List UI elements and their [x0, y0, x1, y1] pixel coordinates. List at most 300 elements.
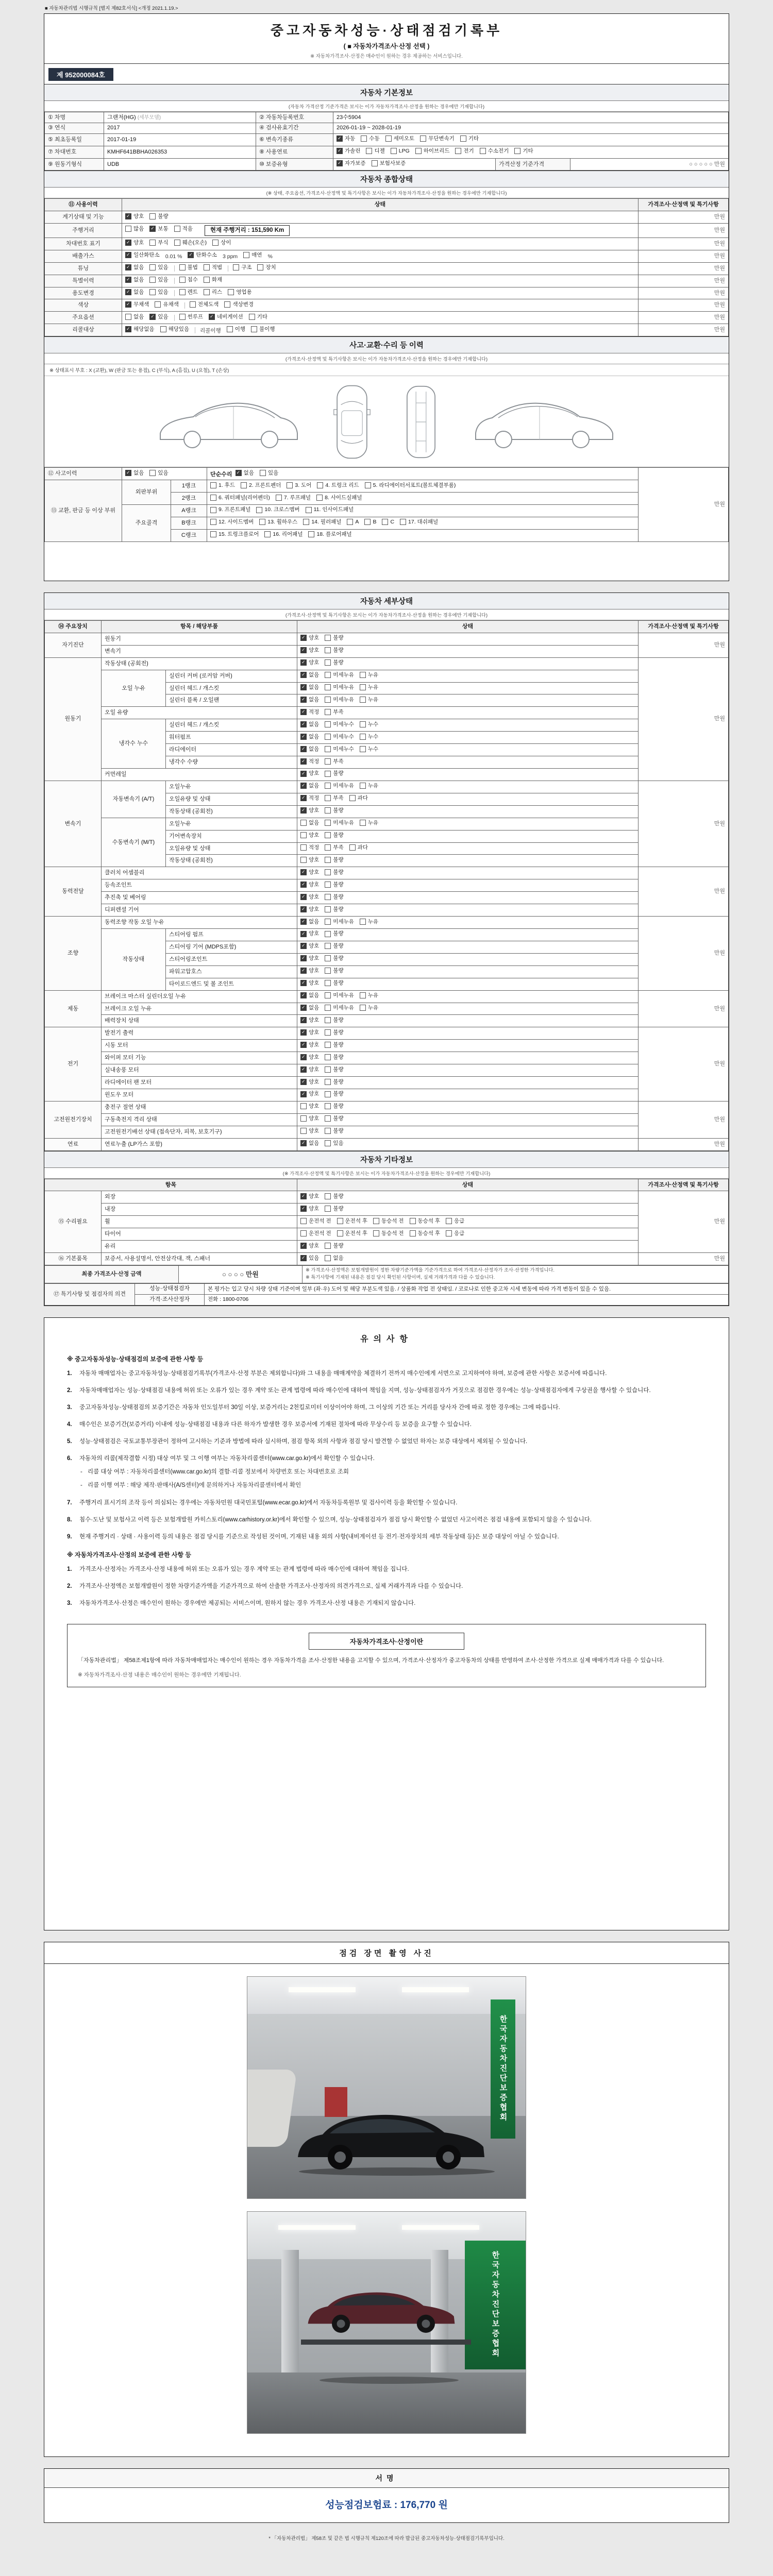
item-label: 윈도우 모터: [102, 1089, 297, 1101]
table-row: [45, 719, 729, 732]
checkbox-icon: [325, 919, 331, 925]
price-cell: 만원: [638, 262, 729, 275]
table-row: [45, 158, 729, 171]
checkbox-option: [300, 1217, 331, 1225]
checkbox-option: [149, 213, 168, 220]
item-label: 스티어링 펌프: [166, 928, 297, 941]
option-label: 있음: [158, 469, 169, 476]
table-row: [45, 1253, 729, 1265]
notices-subtitle-1: ※ 중고자동차성능·상태점검의 보증에 관한 사항 등: [67, 1355, 204, 1363]
checkbox-icon: [300, 1103, 307, 1109]
option-label: 불량: [333, 1242, 344, 1249]
notice-text: 현재 주행거리 · 상태 · 사용이력 등의 내용은 점검 당시를 기준으로 작성된 것이며, 기재된 내용 외의 사항(내비게이션 등 전기·전자장치의 세부 작동상태 등)은 보증 대상이 아닐 수 있습니다.: [79, 1533, 559, 1540]
price-cell: 만원: [638, 211, 729, 224]
notice-item: [67, 1402, 706, 1413]
item-label: 연료누출 (LP가스 포함): [102, 1138, 297, 1150]
item-label: 와이퍼 모터 기능: [102, 1052, 297, 1064]
option-label: 5. 라디에이터서포트(볼트체결부품): [373, 482, 456, 488]
form-reference-note: ■ 자동차관리법 시행규칙 [별지 제82호서식] <개정 2021.1.19.>: [45, 6, 178, 11]
option-label: 양호: [309, 1041, 320, 1048]
checkbox-icon: [308, 531, 314, 537]
status-cell: [297, 855, 638, 867]
option-label: 매연: [251, 252, 262, 259]
checkbox-icon: [204, 264, 210, 270]
checkbox-checked-icon: [300, 734, 307, 740]
checkbox-checked-icon: [149, 226, 156, 232]
row-label: 배출가스: [45, 250, 122, 262]
item-label: 실린더 헤드 / 개스킷: [166, 719, 297, 732]
checkbox-checked-icon: [188, 252, 194, 258]
checkbox-checked-icon: [300, 894, 307, 900]
option-label: 많음: [133, 225, 144, 232]
price-cell: 만원: [638, 633, 729, 657]
report-detail-box: [44, 592, 729, 1306]
checkbox-icon: [325, 844, 331, 851]
item-label: 시동 모터: [102, 1040, 297, 1052]
checkbox-checked-icon: [125, 252, 131, 258]
item-label: 변속기: [102, 645, 297, 657]
row-label: 주행거리: [45, 224, 122, 238]
checkbox-icon: [257, 264, 263, 270]
checkbox-option: [325, 1140, 343, 1147]
checkbox-icon: [360, 746, 366, 752]
notice-text: 자동차의 리콜(제작결함 시정) 대상 여부 및 그 이행 여부는 자동차리콜센터(www.car.go.kr)에서 확인할 수 있습니다.: [79, 1455, 375, 1462]
special-remarks-table: [44, 1283, 729, 1306]
checkbox-icon: [325, 672, 331, 678]
checkbox-option: [325, 1193, 343, 1200]
option-label: 6. 쿼터패널(리어펜더): [219, 494, 270, 501]
checkbox-icon: [325, 882, 331, 888]
checkbox-icon: [325, 684, 331, 690]
notice-number: 4.: [67, 1421, 72, 1428]
checkbox-option: [360, 696, 378, 703]
checkbox-option: [300, 708, 319, 716]
checkbox-icon: [325, 992, 331, 998]
status-cell: [297, 1138, 638, 1150]
checkbox-checked-icon: [125, 289, 131, 295]
status-cell: [297, 805, 638, 818]
checkbox-option: [300, 819, 319, 826]
group-label: 연료: [45, 1138, 102, 1150]
item-label: 휠: [102, 1216, 297, 1228]
option-label: 부족: [333, 795, 344, 802]
checkbox-option: [360, 992, 378, 999]
group-label: 제동: [45, 990, 102, 1027]
checkbox-option: [325, 856, 343, 863]
option-label: 렌트: [187, 289, 198, 295]
checkbox-option: [325, 733, 354, 740]
option-label: 17. 대쉬패널: [408, 519, 439, 526]
signature-box: [44, 2468, 729, 2523]
checkbox-option: [300, 1230, 331, 1237]
checkbox-option: [155, 301, 178, 308]
checkbox-icon: [391, 148, 397, 154]
checkbox-checked-icon: [300, 1005, 307, 1011]
option-label: 있음: [309, 1255, 320, 1261]
checkbox-icon: [325, 1243, 331, 1249]
status-cell: [297, 1228, 638, 1241]
checkbox-option: [360, 684, 378, 691]
checkbox-option: [325, 930, 343, 937]
table-row: [45, 1265, 729, 1283]
row-label: 차대번호 표기: [45, 238, 122, 250]
item-label: 스티어링 기어 (MDPS포함): [166, 941, 297, 953]
checkbox-option: [300, 1103, 319, 1110]
notice-text: 매수인은 보증기간(보증거리) 이내에 성능·상태점검 내용과 다른 하자가 발생한 경우 보증서에 기재된 절차에 따라 무상수리 등 보증을 요구할 수 있습니다.: [79, 1421, 472, 1428]
price-cell: 만원: [638, 781, 729, 867]
column-header: 상태: [122, 199, 638, 211]
checkbox-icon: [365, 482, 371, 488]
option-label: 영업용: [236, 289, 252, 295]
warranty-checkboxes: [333, 158, 496, 171]
option-label: 불량: [333, 1091, 344, 1097]
option-label: 적정: [309, 795, 320, 802]
checkbox-icon: [325, 709, 331, 715]
status-cell: [297, 1126, 638, 1138]
option-label: 가솔린: [345, 148, 361, 155]
checkbox-icon: [325, 955, 331, 961]
checkbox-icon: [160, 326, 166, 332]
table-row: [45, 1216, 729, 1228]
item-label: 구동축전지 격리 상태: [102, 1113, 297, 1126]
status-cell: [297, 1040, 638, 1052]
option-label: 불량: [333, 1103, 344, 1110]
option-label: 탄화수소: [196, 252, 217, 259]
checkbox-checked-icon: [300, 758, 307, 765]
item-label: 라디에이터 팬 모터: [102, 1077, 297, 1089]
checkbox-checked-icon: [300, 1243, 307, 1249]
option-label: 불법: [187, 264, 198, 271]
option-label: 누수: [367, 745, 379, 752]
option-label: 불량: [333, 1078, 344, 1085]
checkbox-icon: [300, 1115, 307, 1122]
checkbox-icon: [149, 213, 156, 219]
checkbox-icon: [460, 135, 466, 142]
checkbox-icon: [337, 1218, 343, 1224]
photo-ceiling: [247, 1977, 526, 2014]
checkbox-option: [325, 1016, 343, 1024]
checkbox-option: [287, 482, 311, 489]
option-label: 없음: [133, 313, 144, 320]
notice-item: [67, 1564, 706, 1574]
checkbox-icon: [303, 519, 309, 525]
status-cell: [122, 250, 638, 262]
checkbox-icon: [317, 482, 323, 488]
checkbox-icon: [179, 289, 186, 295]
price-cell: 만원: [638, 468, 729, 542]
checkbox-option: [125, 251, 160, 259]
option-label: 없음: [309, 992, 320, 999]
checkbox-icon: [210, 519, 216, 525]
checkbox-checked-icon: [300, 1066, 307, 1073]
checkbox-option: [300, 1078, 319, 1086]
checkbox-option: [460, 135, 479, 142]
inspector-role-label: 성능·상태점검자: [135, 1283, 205, 1294]
table-row: [45, 1027, 729, 1040]
item-label: 타이어: [102, 1228, 297, 1241]
checkbox-icon: [300, 1218, 307, 1224]
checkbox-option: [325, 1054, 343, 1061]
checkbox-icon: [360, 820, 366, 826]
checkbox-icon: [325, 906, 331, 912]
checkbox-icon: [373, 1218, 379, 1224]
status-cell: [122, 312, 638, 324]
column-header: 상태: [297, 621, 638, 633]
checkbox-option: [337, 1217, 368, 1225]
checkbox-icon: [325, 721, 331, 727]
option-label: 일산화탄소: [133, 252, 160, 259]
checkbox-icon: [210, 531, 216, 537]
status-cell: [122, 287, 638, 299]
notice-number: -: [80, 1482, 82, 1489]
status-cell: [297, 1089, 638, 1101]
table-row: [45, 262, 729, 275]
checkbox-checked-icon: [300, 647, 307, 653]
column-header: 가격조사·산정액 및 특기사항: [638, 199, 729, 211]
item-label: 내장: [102, 1204, 297, 1216]
checkbox-checked-icon: [125, 470, 131, 476]
definition-box-note: ※ 자동차가격조사·산정 내용은 매수인이 원하는 경우에만 기재됩니다.: [78, 1671, 241, 1678]
checkbox-option: [300, 856, 319, 863]
checkbox-checked-icon: [300, 882, 307, 888]
checkbox-option: [300, 881, 319, 888]
vehicle-name-value: 그랜저(HG) (세부모델): [104, 112, 256, 123]
checkbox-option: [179, 313, 203, 320]
option-label: 누수: [367, 721, 379, 727]
field-label: ⑥ 변속기종류: [256, 133, 333, 146]
car-damage-diagrams: [44, 376, 729, 467]
checkbox-icon: [325, 869, 331, 875]
checkbox-icon: [325, 1140, 331, 1146]
checkbox-option: [325, 1066, 343, 1073]
checkbox-checked-icon: [300, 635, 307, 641]
car-side-view-right-diagram: [467, 386, 622, 458]
option-label: 15. 트렁크플로어: [219, 531, 259, 538]
checkbox-icon: [325, 968, 331, 974]
notice-number: 6.: [67, 1455, 72, 1462]
option-label: 리스: [211, 289, 223, 295]
checkbox-icon: [325, 783, 331, 789]
simple-repair-checkboxes: [236, 471, 284, 478]
option-label: 없음: [133, 264, 144, 271]
inspector-opinion-text: 본 평가는 입고 당시 차량 상태 기준이며 일부 (좌·우) 도어 및 해당 부분도색 있음. / 상품화 작업 전 상태임. / 코로나로 인한 중고차 시세 변동에 따라 가격 변동이 있을 수 있음.: [205, 1283, 729, 1294]
option-label: 불량: [333, 659, 344, 666]
price-cell: 만원: [638, 299, 729, 312]
item-label: 유리: [102, 1241, 297, 1253]
checkbox-checked-icon: [300, 807, 307, 814]
checkbox-checked-icon: [300, 1079, 307, 1085]
checkbox-option: [325, 1078, 343, 1086]
option-label: 누유: [367, 1005, 379, 1011]
option-label: 누유: [367, 820, 379, 826]
group-label: 고전원전기장치: [45, 1101, 102, 1138]
status-cell: [297, 928, 638, 941]
option-label: 양호: [309, 1054, 320, 1060]
option-label: 누유: [367, 783, 379, 789]
option-label: 전기: [463, 148, 474, 155]
option-label: 누유: [367, 992, 379, 999]
checkbox-icon: [325, 1206, 331, 1212]
option-label: 16. 리어패널: [273, 531, 303, 538]
group-label: 자기진단: [45, 633, 102, 657]
checkbox-option: [306, 506, 354, 513]
signature-title: 서명: [44, 2469, 729, 2488]
checkbox-option: [300, 659, 319, 666]
definition-box-title: 자동차가격조사·산정이란: [309, 1633, 464, 1650]
checkbox-icon: [349, 795, 356, 801]
rank-label: 1랭크: [171, 480, 207, 493]
option-label: A: [355, 519, 359, 526]
table-row: [45, 818, 729, 830]
option-label: 기타: [257, 313, 268, 320]
status-cell: [297, 892, 638, 904]
status-cell: [297, 990, 638, 1003]
inspection-photo-front: [247, 1976, 526, 2199]
checkbox-option: [325, 942, 343, 950]
item-label: 실린더 커버 (로커암 커버): [166, 670, 297, 682]
table-row: [45, 928, 729, 941]
checkbox-icon: [224, 301, 230, 308]
table-row: [45, 1015, 729, 1027]
fuel-checkboxes: [333, 146, 729, 158]
checkbox-icon: [251, 326, 257, 332]
item-label: 오일누유: [166, 818, 297, 830]
option-label: 양호: [309, 943, 320, 950]
price-cell: 만원: [638, 1027, 729, 1101]
checkbox-option: [300, 1090, 319, 1097]
overall-state-table: [44, 198, 729, 336]
car-underbody-frame-diagram: [398, 383, 444, 461]
checkbox-icon: [325, 758, 331, 765]
checkbox-icon: [233, 264, 239, 270]
item-label: 실린더 블록 / 오일팬: [166, 694, 297, 707]
option-label: 불량: [333, 1029, 344, 1036]
status-cell: [297, 1064, 638, 1077]
notice-item: [67, 1453, 706, 1464]
table-row: [45, 1101, 729, 1113]
column-header: 항목: [45, 1179, 297, 1191]
checkbox-option: [233, 264, 251, 271]
checkbox-checked-icon: [300, 968, 307, 974]
checkbox-checked-icon: [300, 919, 307, 925]
notice-text: 리콜 이행 여부 : 해당 제작·판매사(A/S센터)에 문의하거나 자동차리콜센터에서 확인: [88, 1482, 301, 1489]
option-label: 불량: [333, 1205, 344, 1212]
option-label: 없음: [309, 721, 320, 727]
table-row: [45, 112, 729, 123]
notices-title: 유의사항: [360, 1334, 413, 1344]
checkbox-option: [210, 518, 254, 526]
item-label: 워터펌프: [166, 732, 297, 744]
notice-text: 자동차 매매업자는 중고자동차성능·상태점검기록부(가격조사·산정 부분은 제외합니다)와 그 내용을 매매계약을 체결하기 전까지 매수인에게 서면으로 고지하여야 하며, 보증에 관한 사항은 보증서에 따릅니다.: [79, 1370, 607, 1377]
table-row: [45, 299, 729, 312]
checkbox-option: [149, 225, 168, 232]
notice-subitem: [80, 1480, 706, 1490]
checkbox-option: [325, 647, 343, 654]
table-row: [45, 1089, 729, 1101]
option-label: 누수: [367, 733, 379, 740]
checkbox-option: [325, 1103, 343, 1110]
checkbox-icon: [149, 289, 156, 295]
checkbox-icon: [325, 1128, 331, 1134]
checkbox-checked-icon: [300, 1206, 307, 1212]
notice-item: [67, 1515, 706, 1525]
option-label: 미세누유: [333, 1005, 354, 1011]
checkbox-icon: [325, 1193, 331, 1199]
checkbox-icon: [204, 277, 210, 283]
checkbox-checked-icon: [300, 1091, 307, 1097]
checkbox-icon: [325, 659, 331, 666]
checkbox-option: [300, 1127, 319, 1134]
checkbox-option: [446, 1230, 464, 1237]
price-cell: 만원: [638, 324, 729, 336]
checkbox-icon: [227, 326, 233, 332]
field-label: ⑦ 차대번호: [45, 146, 104, 158]
checkbox-option: [303, 518, 341, 526]
checkbox-checked-icon: [300, 721, 307, 727]
checkbox-icon: [210, 495, 216, 501]
price-survey-definition-box: [67, 1624, 706, 1687]
status-cell: [297, 904, 638, 917]
price-cell: 만원: [638, 250, 729, 262]
checkbox-icon: [325, 1017, 331, 1023]
option-label: 적정: [309, 758, 320, 765]
item-label: 오일유량 및 상태: [166, 842, 297, 855]
checkbox-icon: [410, 1230, 416, 1236]
checkbox-icon: [241, 482, 247, 488]
status-cell: [297, 1204, 638, 1216]
option-label: 양호: [309, 906, 320, 912]
checkbox-checked-icon: [337, 160, 343, 166]
ceiling-light: [402, 1987, 469, 1992]
option-label: 양호: [309, 1066, 320, 1073]
inspection-fee: [44, 2488, 729, 2522]
status-cell: [297, 1101, 638, 1113]
field-label: ② 자동차등록번호: [256, 112, 333, 123]
table-row: [45, 287, 729, 299]
notice-item: [67, 1598, 706, 1608]
section-accident-note: (가격조사·산정액 및 특기사항은 보시는 이가 자동차가격조사·산정을 원하는 경우에만 기재합니다): [44, 353, 729, 364]
checkbox-option: [325, 918, 354, 925]
registration-number-value: 23수5904: [333, 112, 729, 123]
status-cell: [297, 1253, 638, 1265]
section-accident-header: 사고·교환·수리 등 이력: [44, 336, 729, 353]
status-cell: [297, 633, 638, 645]
option-label: 13. 휠하우스: [267, 519, 298, 526]
checkbox-icon: [325, 894, 331, 900]
final-price-note-1: ※ 가격조사·산정액은 보험개발원이 정한 차량기준가액을 기준가격으로 하여 가격조사·산정자가 조사·산정한 가격입니다.: [306, 1267, 554, 1273]
group-label: 전기: [45, 1027, 102, 1101]
checkbox-option: [360, 1004, 378, 1011]
checkbox-icon: [360, 1005, 366, 1011]
status-cell: [122, 299, 638, 312]
option-label: 누유: [367, 918, 379, 925]
simple-repair-label: 단순수리: [210, 471, 232, 478]
price-cell: 만원: [638, 1253, 729, 1265]
checkbox-checked-icon: [300, 1029, 307, 1036]
table-row: [45, 480, 729, 493]
rankB-checkboxes: [207, 517, 638, 529]
option-label: 불량: [333, 856, 344, 863]
checkbox-option: [300, 745, 319, 753]
checkbox-icon: [179, 277, 186, 283]
group-label: 원동기: [45, 657, 102, 781]
price-cell: 만원: [638, 287, 729, 299]
checkbox-option: [360, 918, 378, 925]
checkbox-icon: [300, 844, 307, 851]
option-label: 응급: [454, 1217, 465, 1224]
table-row: [45, 133, 729, 146]
appraiser-role-label: 가격·조사산정자: [135, 1294, 205, 1305]
